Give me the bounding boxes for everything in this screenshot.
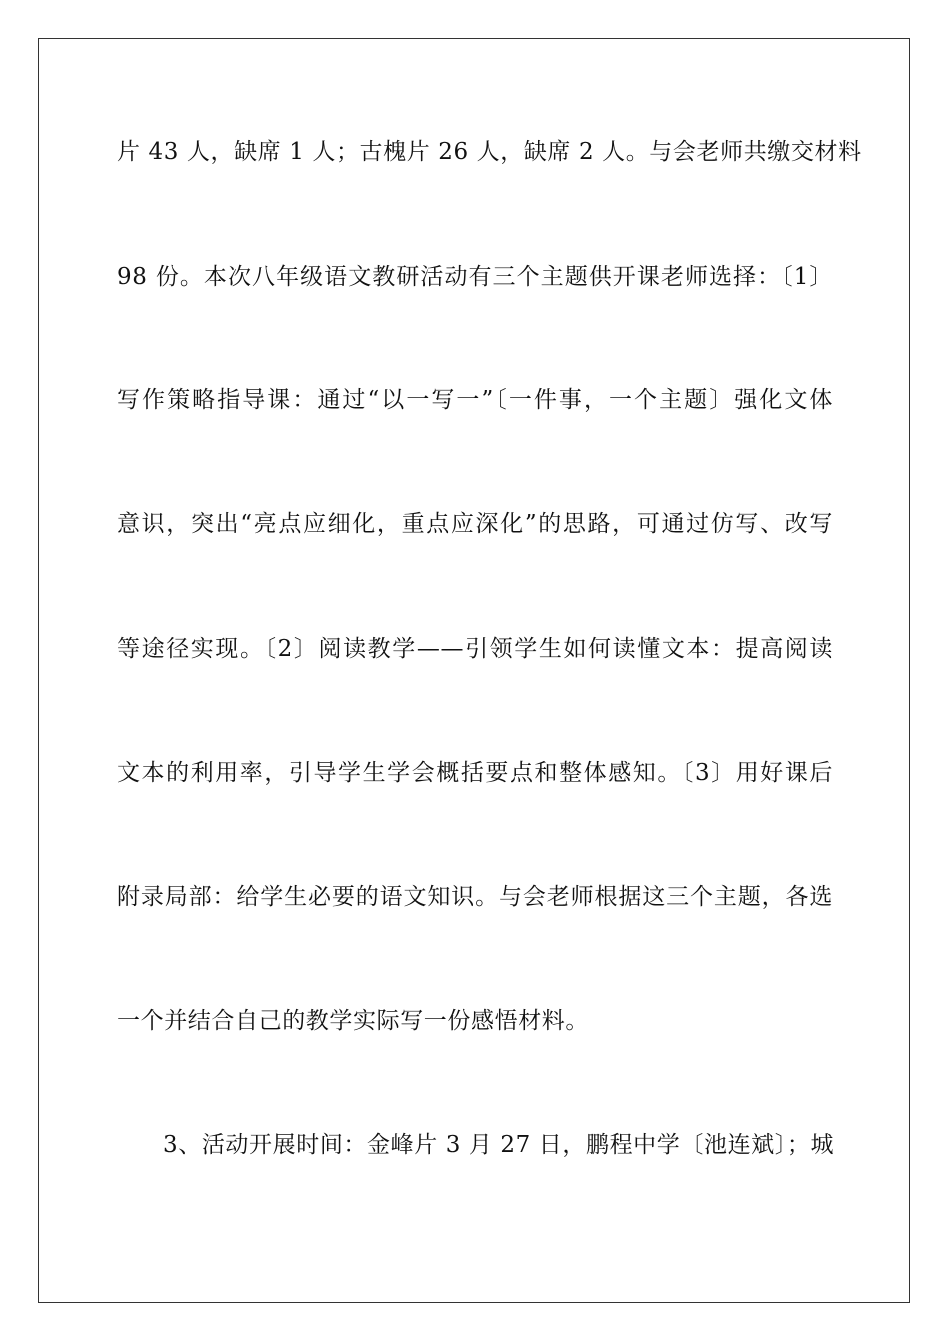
paragraph-line-6: 文本的利用率，引导学生学会概括要点和整体感知。〔3〕用好课后 [117,760,833,786]
paragraph-line-9: 3、活动开展时间：金峰片 3 月 27 日，鹏程中学〔池连斌〕；城 [163,1132,835,1158]
paragraph-line-8: 一个并结合自己的教学实际写一份感悟材料。 [117,1008,589,1034]
paragraph-line-1: 片 43 人，缺席 1 人；古槐片 26 人，缺席 2 人。与会老师共缴交材料 [117,139,862,165]
page-border [38,38,910,1303]
paragraph-line-2: 98 份。本次八年级语文教研活动有三个主题供开课老师选择：〔1〕 [117,264,833,290]
paragraph-line-5: 等途径实现。〔2〕阅读教学——引领学生如何读懂文本：提高阅读 [117,636,833,662]
paragraph-line-7: 附录局部：给学生必要的语文知识。与会老师根据这三个主题，各选 [117,884,833,910]
paragraph-line-4: 意识，突出“亮点应细化，重点应深化”的思路，可通过仿写、改写 [117,511,833,537]
paragraph-line-3: 写作策略指导课：通过“以一写一”〔一件事，一个主题〕强化文体 [117,387,833,413]
